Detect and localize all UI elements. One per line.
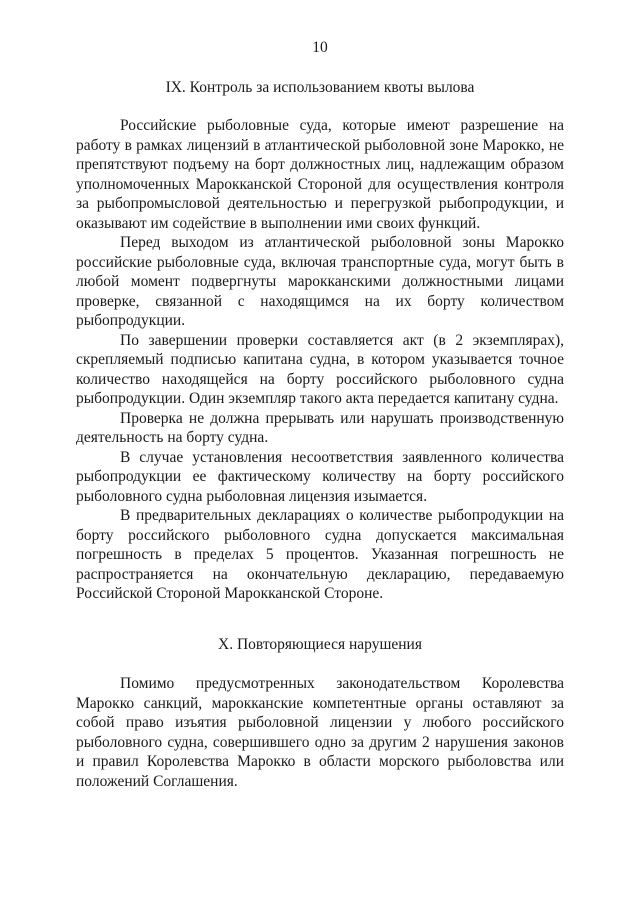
paragraph: В случае установления несоответствия заявленного количества рыбопродукции ее фактическому количеству на борту российского рыболовного судна рыболовная лицензия изымается. — [76, 448, 564, 505]
page-number: 10 — [312, 39, 328, 56]
section-heading-ix: IX. Контроль за использованием квоты вылова — [165, 79, 475, 96]
section-body-ix — [76, 116, 564, 604]
paragraph: По завершении проверки составляется акт (в 2 экземплярах), скрепляемый подписью капитана судна, в котором указывается точное количество находящейся на борту российского рыболовного судна рыбопродукции. Один экземпляр такого акта передается капитану судна. — [76, 331, 564, 407]
paragraph: Перед выходом из атлантической рыболовной зоны Марокко российские рыболовные суда, включая транспортные суда, могут быть в любой момент подвергнуты марокканскими должностными лицами проверке, связанной с находящимся на их борту количеством рыбопродукции. — [76, 234, 564, 329]
paragraph: Российские рыболовные суда, которые имеют разрешение на работу в рамках лицензий в атлантической рыболовной зоне Марокко, не препятствуют подъему на борт должностных лиц, надлежащим образом уполномоченных Марокканской Стороной для осуществления контроля за рыбопромысловой деятельностью и перегрузкой рыбопродукции, и оказывают им содействие в выполнении ими своих функций. — [76, 117, 564, 232]
paragraph: В предварительных декларациях о количестве рыбопродукции на борту российского рыболовного судна допускается максимальная погрешность в пределах 5 процентов. Указанная погрешность не распространяется на окончательную декларацию, передаваемую Российской Стороной Марокканской Стороне. — [76, 507, 564, 602]
paragraph: Проверка не должна прерывать или нарушать производственную деятельность на борту судна. — [76, 409, 564, 446]
section-body-x — [76, 674, 564, 791]
section-heading-x: X. Повторяющиеся нарушения — [218, 636, 422, 653]
paragraph: Помимо предусмотренных законодательством Королевства Марокко санкций, марокканские компетентные органы оставляют за собой право изъятия рыболовной лицензии у любого российского рыболовного судна, совершившего одно за другим 2 нарушения законов и правил Королевства Марокко в области морского рыболовства или положений Соглашения. — [76, 675, 564, 790]
